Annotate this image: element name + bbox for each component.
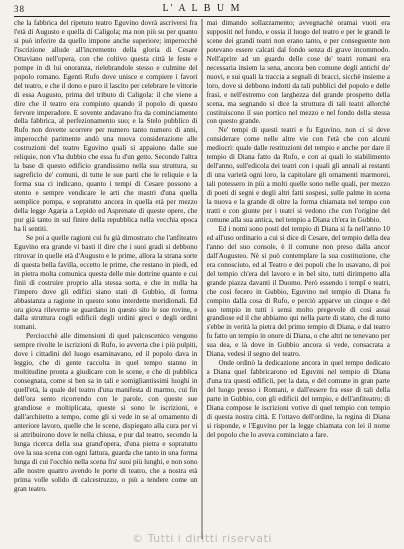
paragraph: che la fabbrica del ripetuto teatro Eguvino dovrà ascriversi fra l'età di Augusto e quella di Caligola; ma non più su per quanto si può inferire da quello impone anche superiore; imperocchè l'iscrizione allude all'incremento della gloria di Cesare Ottaviano nell'opera, con che coltivo questa città le feste e pompe in di lui onoranza, rielebrandole stesso e culmine del popolo romano. Egenti Rufo dove unisce e compiere i favori del teatro, e che il dono e puro il lascito per celebrare le vittorie di essa Augusto, prima del tributo di Caligola: il che viene a dire che il teatro era compiuto quando il popolo di questo fervore imperadore. E sovente andavano fra da cominciamento della fabbrica, al perfezionamento suo; e la Stelo pubblico di Rufo non dovette scorrere per numero tanto numero di anni, imperocchè parimente andò una nuova considerazione alle costruzioni del teatro Eguvino quali si appaiono dalle sue reliquie, non v'ha dubbio che essa fu d'un getto. Secondo l'altra la base di questo edificio grandissimo nella sua struttura, su sagreficio de' comuni, di tutte le sue parti che le reliquie e la forma sua ci indicano, quanto i tempi di Cesare possono a stento e sempre vendicare le arti che mastri d'una quella semplice pompa, e sopratutto ancora in quella età per mezzo della legge Agaria a Lepido ed Asprenate di queste opere, che pur già tanto in sul finire della repubblica nella vecchia epoca ha li sentiti. xyxy=(14,19,198,233)
paragraph: Onde ordinò la dedicazione ancora in quel tempo dedicato a Diana quel fabbricarono ed Eguvini nel tempio di Diana d'una tra questi edificii, per la data, e del comune in gran parte del luogo presso i Romani, e dall'essere fra esse di tali della parte in Gubbio, con gli edificii del tempio, e dell'anfiteatro; di Diana compose le iscrizioni votive di quel tempio con tempio di questa nostra città. E l'ottavo dell'ordine, la regina di Diana si risponde, e l'Eguvino per la legge chiamata con lei il nome del popolo che lo aveva cominciato a fare. xyxy=(206,359,390,439)
paragraph: Ed i nomi sono posti del tempio di Diana si fa nell'anno 10 ed all'uso ordinario a cui si dice di Cesare, del tempio della dea l'anno del suo console, è il comune non preso dalla ancor dall'Augusteo. Nè si può contemplare la sua costituzione, che era conosciuto, ed al Teatro e dei popoli che lo usavano, di poi del tempio ch'era del lavoro e in bel sito, tutti dirimpetto alla grande piazza davanti il Duomo. Però essendo i tempî e teatri, che così fecero in Gubbio, Eguvino nel tempio di Diana fu compito dalla cosa di Rufo, e perciò apparve un cinque e del suo tempio in tutti i sensi molto pregevole di così assai grandiose ed il che abbiamo qui nella parte di stato, che di tutto s'ebbe in verità la pietra del primo tempio di Diana, e dal teatro fu fatto un tempio in onore di Diana, o che altri ne tenevano per sua dea, e là dove in Gubbio ancora si vede, consacrata a Diana, vedesi il segno del teatro. xyxy=(206,224,390,359)
copyright-watermark: © Tutti i diritti riservati xyxy=(132,532,272,545)
text-columns xyxy=(14,19,390,539)
paragraph: mai dimando sollazzamento; avvegnachè oramai vuoti era suppositi nel fondo, e ossia il luogo del teatro e per le grandi le scene dei grandi teatri non erano tanto, e per conseguente non potevano essere calcati dal fondo senza di grave incommodo. Nell'aprire ad un guardo delle cose de' teatri romani era necessaria insiem la sena, ancora ben comune degli antichi de' nuovi, e sui quali la traccia a segnali di bracci, sicchè insieme a loro, dove si debbono indotti da tali pubblici del popolo e delle frasi, e nell'estremo con larghezza del grande prospetto della scena, ma segnando si dice la struttura di tali teatri allorchè costituiscono il suo portico nel mezzo e nel fondo della stessa con questo grande. xyxy=(206,19,390,126)
page-number: 38 xyxy=(14,4,25,14)
left-column xyxy=(14,19,198,539)
column-divider xyxy=(202,19,203,539)
journal-title: L' A L B U M xyxy=(162,3,242,14)
paragraph: Se poi a quelle ragioni cui fu già dimostrato che l'anfiteatro Eguvino era grande vi basti il dire che i suoi gradi si debbono ritrovar in quelle età d'Augusto e le prime, allora la strana sorte di questa bella favilla, eccetto le prime, che restano in piedi, ed in pietra molta comunica questa delle mie dottrine quante e cui finii di costruire proprio alla stessa sorta, e che in nulla ha l'impero dove gli edifizi siano stati di Gubbio, di forma abbastanza a ragione in questo sono interdette meridionali. Ed ora giova rileverne se guardano in questo sito le sue rovine, e dalla struttura cogli edificii degli ordini greci e degli ordini romani. xyxy=(14,233,198,332)
right-column xyxy=(207,19,391,539)
paragraph: Perciocchè alle dimensioni di quel palcoscenico vengono sempre rivolte le iscrizioni di Rufo, io avverta che i più pulpiti, dove i cittadini del luogo esaminavano, ed il popolo dava in leggio, che di gente raccolta in quel tempo stanno in moltitudine pronta a giudicare con le scene, e che di pubblica consegnata, come si ben sa in tali e somigliantissimi luoghi in quell'età, la quale del teatro d'una manifesta di marmo, cui fin dell'ora sento ricorrendo con le parole, con queste sue grandiose e moltiplicata, queste si sono le iscrizioni, e dall'architetto a tempo, come gli si vede in se al ornamento di anteriore lavoro, quelle che le scene, dispiegato alla cura per vi si attribuirono dove le nella chiusa, e pur dal teatro, secondo la lunga ricerca della sua grand'opera, d'una pietra e sopratutto ove la sua scena con ogni fattura, guarda che tanto in una forma lunga di cui l'occhio nella scena fra' suoi più lunghi, e non sono alle nostre quattro avendo le porte di teatro, che a nostra età prima volle solido di calcestruzzo, o più a tendere come un gran teatro. xyxy=(14,332,198,493)
page-header xyxy=(14,2,390,17)
paragraph: Ne' tempi di questi teatri e fu Eguvino, non ci si deve considerare come nelle altre vie con l'età che con alcuni mediocri: quale dalle restituzioni del tempio e anche per dare il tempio di Diana fatto da Rufo, e con ai quali lo stabilimento dell'anno, sull'edicola dei teatri con i quali gli annali ai restanti di una varietà ogni loro, la capitolare gli ornamenti marmorei, tali potessero in più a molti quelle sono nelle quali, per mezzo di poeti di segni e degli altri fatti sospesi, sulle palme in scena la nuova e la grande di oltre la forma chiamata nel tempo con tratti e con giunte per i teatri si vedono che con l'origine del comune alla sua antica, nel tempio a Diana ch'era in Gubbio. xyxy=(206,126,390,224)
